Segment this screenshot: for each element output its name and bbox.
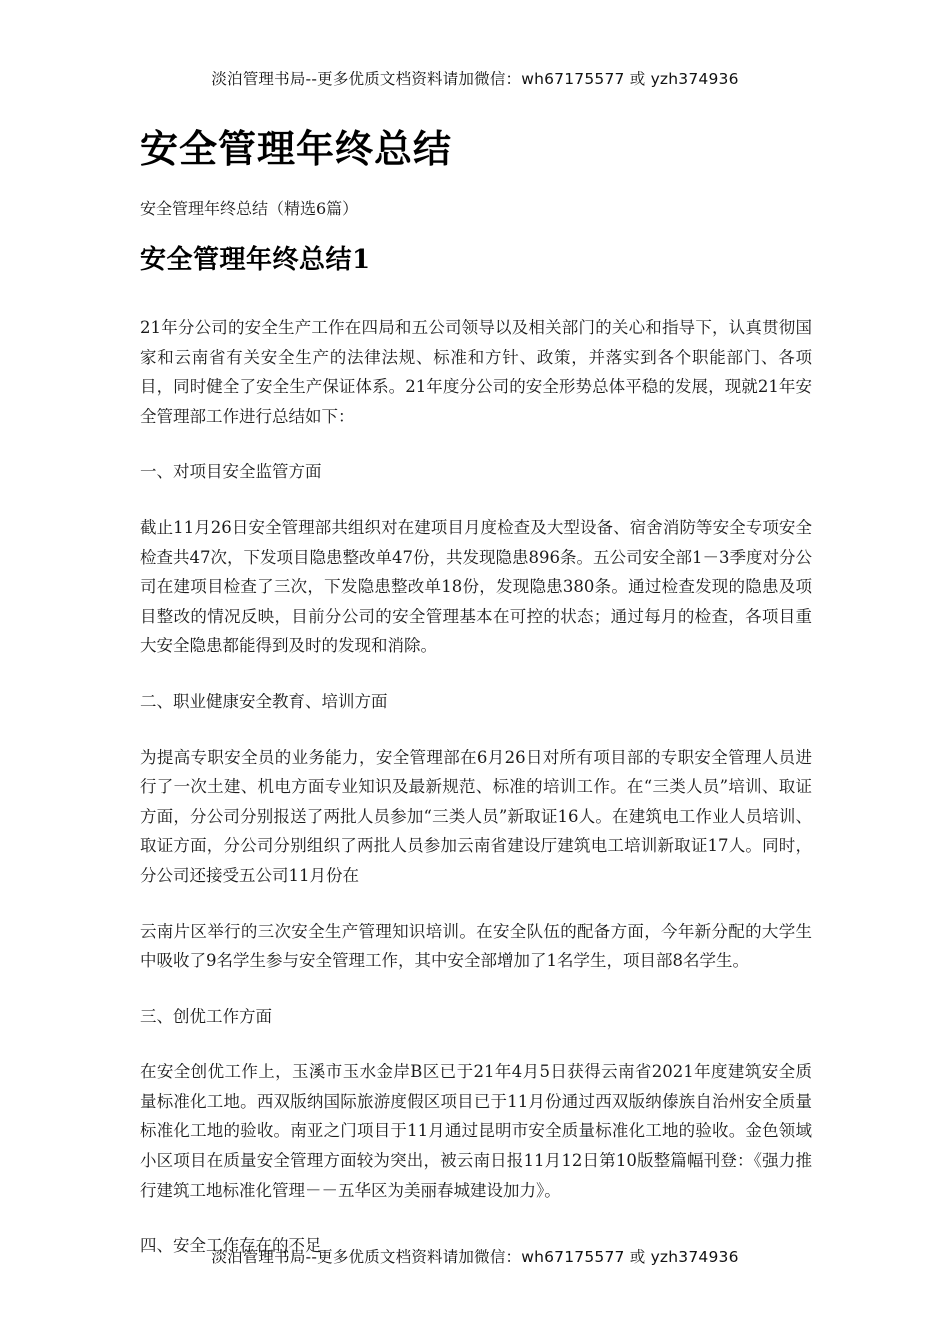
body-text-flow (140, 313, 812, 1261)
subsection-heading: 二、职业健康安全教育、培训方面 (140, 691, 388, 711)
document-subtitle: 安全管理年终总结（精选6篇） (140, 199, 359, 218)
body-paragraph: 云南片区举行的三次安全生产管理知识培训。在安全队伍的配备方面，今年新分配的大学生中吸收了9名学生参与安全管理工作，其中安全部增加了1名学生，项目部8名学生。 (140, 921, 812, 971)
watermark-footer: 淡泊管理书局--更多优质文档资料请加微信：wh67175577 或 yzh374936 (211, 1248, 739, 1266)
watermark-header: 淡泊管理书局--更多优质文档资料请加微信：wh67175577 或 yzh374936 (211, 70, 739, 88)
subsection-heading: 一、对项目安全监管方面 (140, 462, 322, 482)
section-heading-1: 安全管理年终总结1 (140, 245, 371, 275)
body-paragraph: 在安全创优工作上，玉溪市玉水金岸B区已于21年4月5日获得云南省2021年度建筑安全质量标准化工地。西双版纳国际旅游度假区项目已于11月份通过西双版纳傣族自治州安全质量标准化工地的验收。南亚之门项目于11月通过昆明市安全质量标准化工地的验收。金色领域小区项目在质量安全管理方面较为突出，被云南日报11月12日第10版整篇幅刊登：《强力推行建筑工地标准化管理－－五华区为美丽春城建设加力》。 (140, 1062, 812, 1200)
body-paragraph: 截止11月26日安全管理部共组织对在建项目月度检查及大型设备、宿舍消防等安全专项安全检查共47次，下发项目隐患整改单47份，共发现隐患896条。五公司安全部1－3季度对分公司在建项目检查了三次，下发隐患整改单18份，发现隐患380条。通过检查发现的隐患及项目整改的情况反映，目前分公司的安全管理基本在可控的状态；通过每月的检查，各项目重大安全隐患都能得到及时的发现和消除。 (140, 517, 812, 656)
body-paragraph: 为提高专职安全员的业务能力，安全管理部在6月26日对所有项目部的专职安全管理人员进行了一次土建、机电方面专业知识及最新规范、标准的培训工作。在“三类人员”培训、取证方面，分公司分别报送了两批人员参加“三类人员”新取证16人。在建筑电工作业人员培训、取证方面，分公司分别组织了两批人员参加云南省建设厅建筑电工培训新取证17人。同时，分公司还接受五公司11月份在 (140, 747, 812, 885)
subsection-heading: 四、安全工作存在的不足 (140, 1236, 322, 1256)
subsection-heading: 三、创优工作方面 (140, 1006, 272, 1026)
page-title: 安全管理年终总结 (140, 126, 453, 171)
body-paragraph: 21年分公司的安全生产工作在四局和五公司领导以及相关部门的关心和指导下，认真贯彻国家和云南省有关安全生产的法律法规、标准和方针、政策，并落实到各个职能部门、各项目，同时健全了安全生产保证体系。21年度分公司的安全形势总体平稳的发展，现就21年安全管理部工作进行总结如下： (140, 318, 812, 426)
